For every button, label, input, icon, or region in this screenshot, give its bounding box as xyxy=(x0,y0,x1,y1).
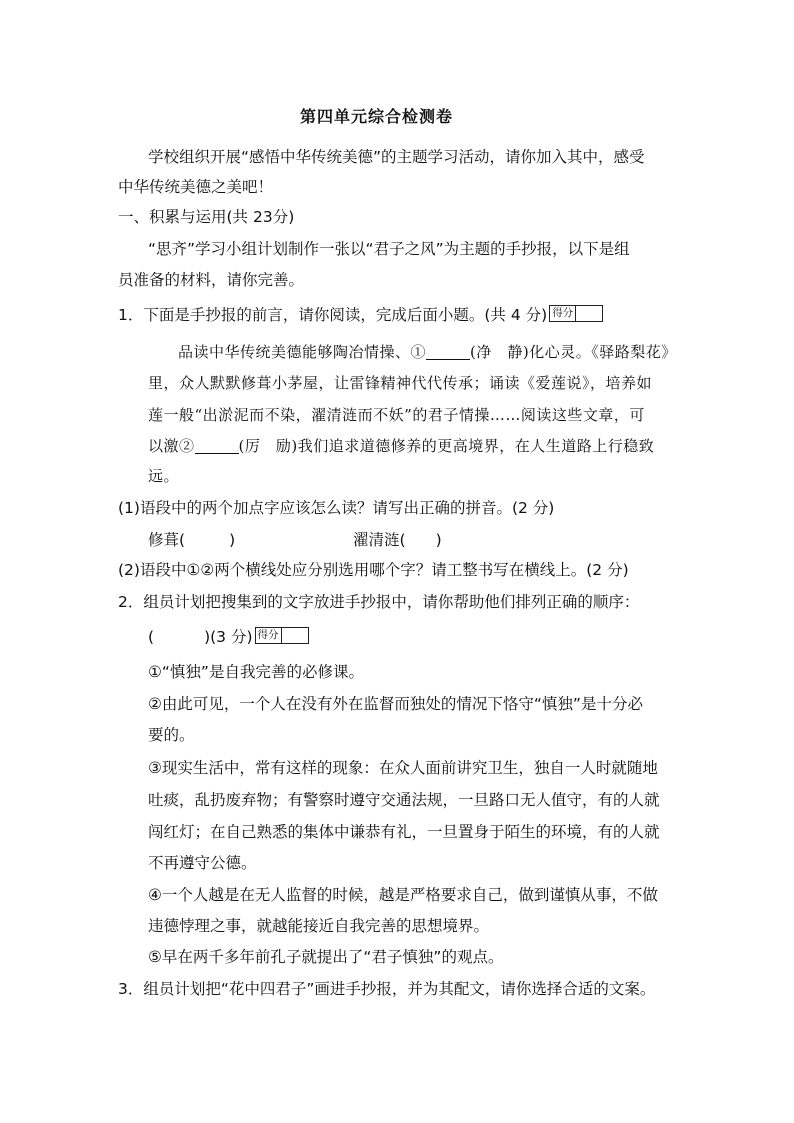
passage-line-1 xyxy=(178,342,677,362)
page-title: 第四单元综合检测卷 xyxy=(300,107,454,126)
intro-line-1: 学校组织开展“感悟中华传统美德”的主题学习活动，请你加入其中，感受 xyxy=(148,148,645,166)
passage-text: 品读中华传统美德能够陶冶情操、① xyxy=(178,343,427,361)
word-2: 濯清涟 xyxy=(353,531,400,549)
passage-line-5: 远。 xyxy=(148,467,180,485)
item-2-line-1: ②由此可见，一个人在没有外在监督而独处的情况下恪守“慎独”是十分必 xyxy=(148,695,643,713)
question-2-points: (3 分) xyxy=(210,628,253,646)
score-box[interactable] xyxy=(255,627,309,644)
passage-line-2: 里，众人默默修葺小茅屋，让雷锋精神代代传承；诵读《爱莲说》，培养如 xyxy=(148,374,653,392)
item-4-line-2: 违德悖理之事，就越能接近自我完善的思想境界。 xyxy=(148,917,490,935)
item-3-line-3: 闯红灯；在自己熟悉的集体中谦恭有礼，一旦置身于陌生的环境，有的人就 xyxy=(148,823,660,841)
sub-question-1: (1)语段中的两个加点字应该怎么读？请写出正确的拼音。(2 分) xyxy=(118,499,555,517)
word-1: 修葺 xyxy=(148,531,180,549)
item-1-line-1: ①“慎独”是自我完善的必修课。 xyxy=(148,663,364,681)
item-5-line-1: ⑤早在两千多年前孔子就提出了“君子慎独”的观点。 xyxy=(148,948,504,966)
item-3-line-2: 吐痰，乱扔废弃物；有警察时遵守交通法规，一旦路口无人值守，有的人就 xyxy=(148,791,660,809)
passage-text: (厉 励)我们追求道德修养的更高境界，在人生道路上行稳致 xyxy=(238,437,655,455)
question-3-stem: 3．组员计划把“花中四君子”画进手抄报，并为其配文，请你选择合适的文案。 xyxy=(118,980,656,998)
section-desc-line-2: 员准备的材料，请你完善。 xyxy=(118,271,305,289)
passage-text: (净 静)化心灵。《驿路梨花》 xyxy=(470,343,677,361)
item-4-line-1: ④一个人越是在无人监督的时候，越是严格要求自己，做到谨慎从事，不做 xyxy=(148,886,658,904)
intro-line-2: 中华传统美德之美吧！ xyxy=(118,178,274,196)
score-label: 得分 xyxy=(550,306,576,321)
answer-blank-2[interactable] xyxy=(195,437,239,454)
item-3-line-1: ③现实生活中，常有这样的现象：在众人面前讲究卫生，独自一人时就随地 xyxy=(148,759,658,777)
question-1-stem xyxy=(118,305,603,325)
pinyin-answer-row: 修葺( ) 濯清涟( ) xyxy=(148,531,442,549)
order-answer-row: ( )(3 分) 得分 xyxy=(148,627,309,647)
score-box[interactable] xyxy=(549,305,603,322)
section-heading: 一、积累与运用(共 23分) xyxy=(118,208,295,226)
answer-blank-1[interactable] xyxy=(426,343,470,360)
passage-line-4 xyxy=(148,436,654,456)
score-label: 得分 xyxy=(256,628,282,643)
passage-line-3: 莲一般“出淤泥而不染，濯清涟而不妖”的君子情操……阅读这些文章，可 xyxy=(148,406,645,424)
item-3-line-4: 不再遵守公德。 xyxy=(148,854,257,872)
item-2-line-2: 要的。 xyxy=(148,726,195,744)
passage-text: 以激② xyxy=(148,437,195,455)
section-desc-line-1: “思齐”学习小组计划制作一张以“君子之风”为主题的手抄报，以下是组 xyxy=(148,240,630,258)
question-2-stem: 2．组员计划把搜集到的文字放进手抄报中，请你帮助他们排列正确的顺序： xyxy=(118,593,640,611)
sub-question-2: (2)语段中①②两个横线处应分别选用哪个字？请工整书写在横线上。(2 分) xyxy=(118,561,629,579)
question-1-text: 1．下面是手抄报的前言，请你阅读，完成后面小题。(共 4 分) xyxy=(118,306,548,324)
